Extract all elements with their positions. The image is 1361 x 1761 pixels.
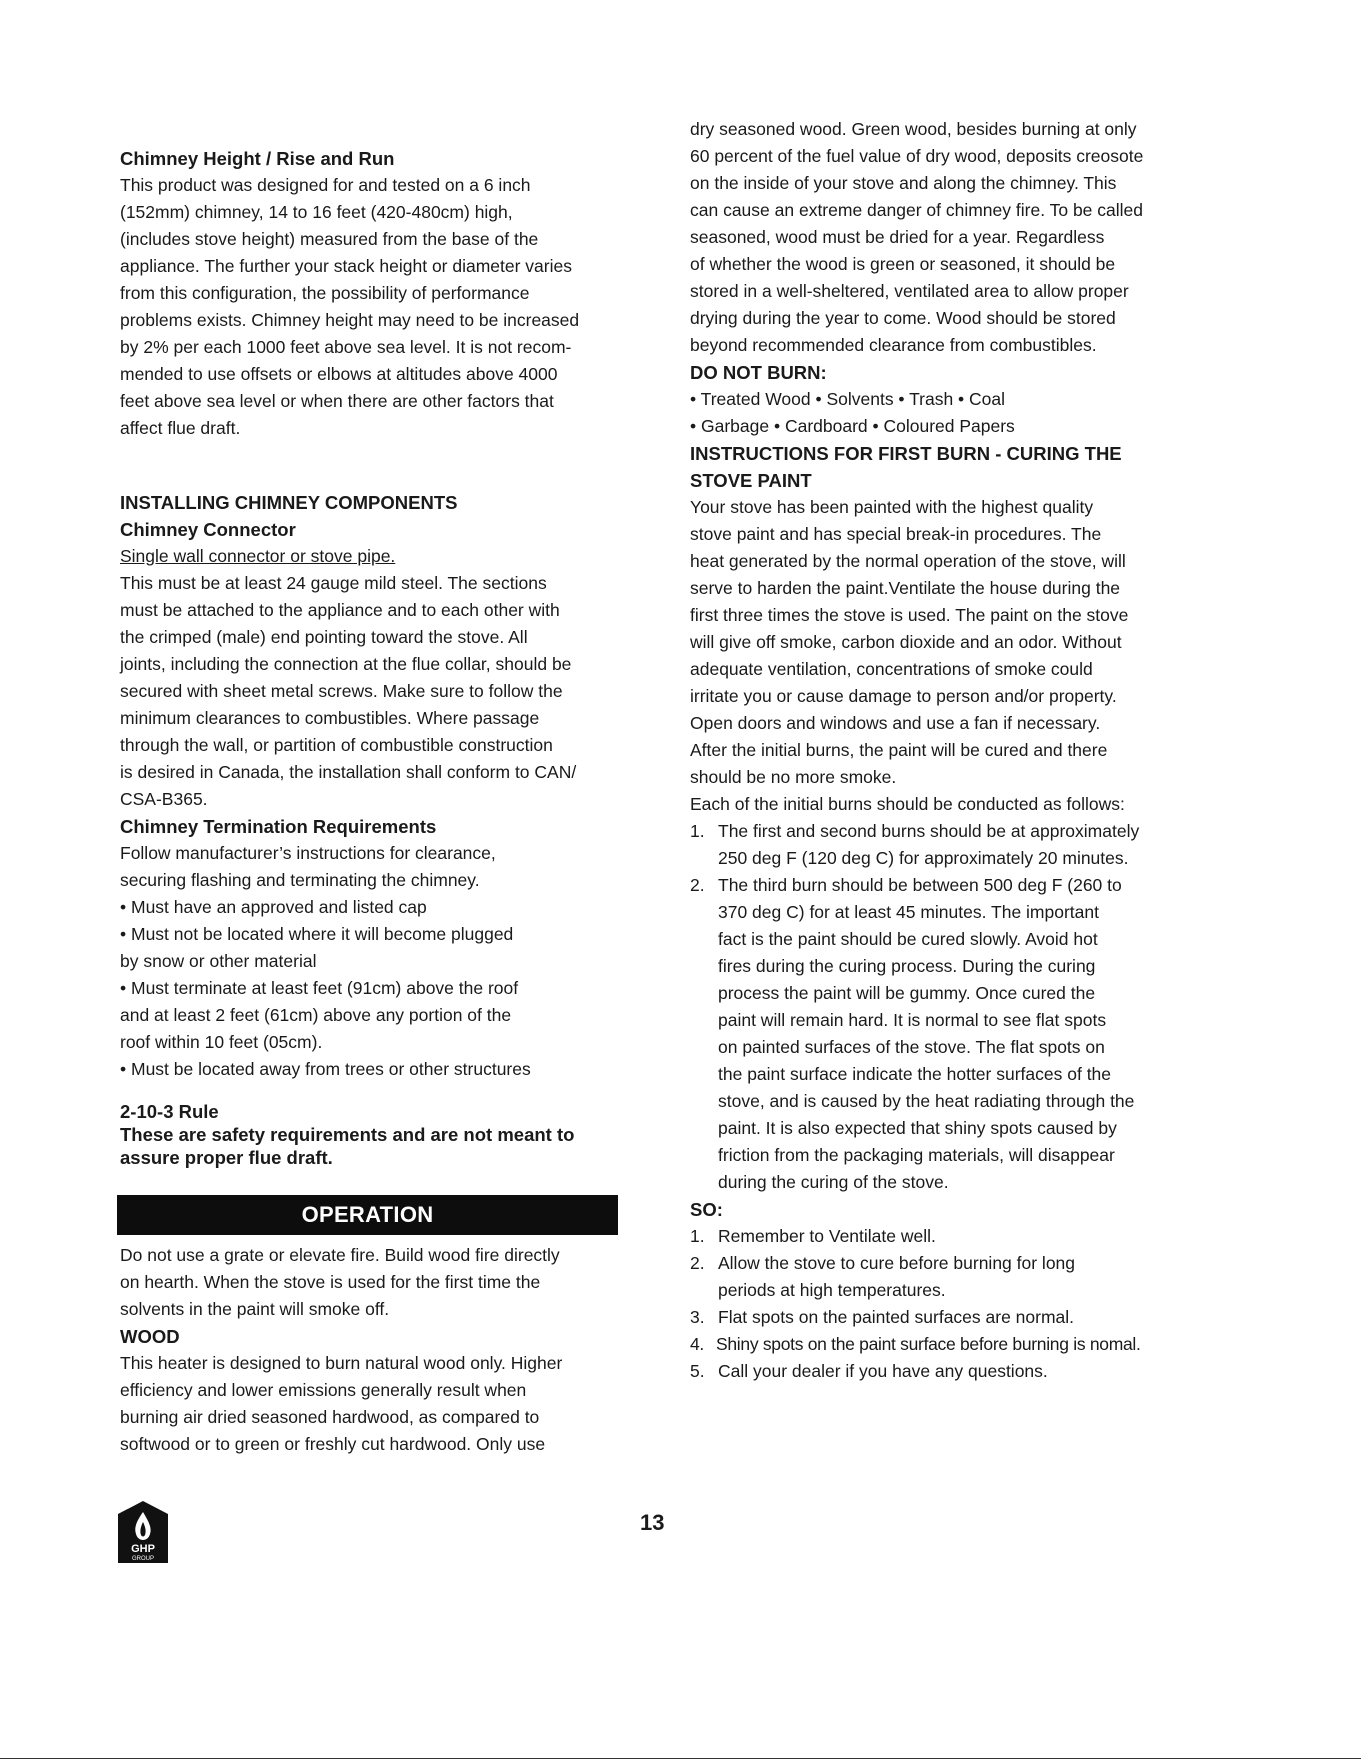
paragraph-line: burning air dried seasoned hardwood, as compared to [120, 1407, 540, 1427]
step-text: fact is the paint should be cured slowly. Avoid hot [718, 929, 1098, 949]
installing-heading: INSTALLING CHIMNEY COMPONENTS [120, 492, 458, 513]
paragraph-line: secured with sheet metal screws. Make sure to follow the [120, 681, 563, 701]
paragraph-line: Do not use a grate or elevate fire. Build wood fire directly [120, 1245, 560, 1265]
step-text: friction from the packaging materials, will disappear [718, 1145, 1115, 1165]
chimney-height-section [120, 145, 579, 442]
flame-logo-icon [116, 1500, 170, 1564]
paragraph-line: irritate you or cause damage to person and/or property. [690, 686, 1117, 706]
paragraph-line: on the inside of your stove and along the chimney. This [690, 173, 1117, 193]
paragraph-line: affect flue draft. [120, 418, 241, 438]
paragraph-line: joints, including the connection at the flue collar, should be [120, 654, 572, 674]
paragraph-line: can cause an extreme danger of chimney fire. To be called [690, 200, 1143, 220]
so-text: Allow the stove to cure before burning for long [718, 1253, 1076, 1273]
paragraph-line: stored in a well-sheltered, ventilated area to allow proper [690, 281, 1129, 301]
so-number: 5. [690, 1361, 705, 1381]
step-text: fires during the curing process. During the curing [718, 956, 1096, 976]
bullet-item: • Must not be located where it will become plugged [120, 924, 514, 944]
paragraph-line: 60 percent of the fuel value of dry wood, deposits creosote [690, 146, 1144, 166]
paragraph-line: by 2% per each 1000 feet above sea level. It is not recom- [120, 337, 572, 357]
so-item [690, 1358, 1143, 1385]
step-text: 250 deg F (120 deg C) for approximately 20 minutes. [718, 848, 1129, 868]
paragraph-line: efficiency and lower emissions generally result when [120, 1380, 527, 1400]
paragraph-line: through the wall, or partition of combustible construction [120, 735, 553, 755]
installing-section [120, 489, 576, 1083]
paragraph-line: stove paint and has special break-in procedures. The [690, 524, 1102, 544]
so-text: Shiny spots on the paint surface before burning is nomal. [716, 1334, 1141, 1354]
paragraph-line: problems exists. Chimney height may need to be increased [120, 310, 580, 330]
step-text: the paint surface indicate the hotter surfaces of the [718, 1064, 1112, 1084]
rule-bold-line: assure proper flue draft. [120, 1147, 333, 1168]
step-text: process the paint will be gummy. Once cured the [718, 983, 1096, 1003]
step-item [690, 818, 1143, 845]
paragraph-line: Your stove has been painted with the highest quality [690, 497, 1094, 517]
so-heading: SO: [690, 1199, 723, 1220]
page-number: 13 [640, 1510, 665, 1535]
paragraph-line: and at least 2 feet (61cm) above any portion of the [120, 1005, 512, 1025]
paragraph-line: (152mm) chimney, 14 to 16 feet (420-480cm) high, [120, 202, 513, 222]
paragraph-line: This product was designed for and tested on a 6 inch [120, 175, 531, 195]
paragraph-line: This must be at least 24 gauge mild steel. The sections [120, 573, 547, 593]
paragraph-line: Follow manufacturer’s instructions for clearance, [120, 843, 496, 863]
step-text: paint. It is also expected that shiny spots caused by [718, 1118, 1117, 1138]
step-text: 370 deg C) for at least 45 minutes. The important [718, 902, 1099, 922]
underline-text: Single wall connector or stove pipe. [120, 546, 396, 566]
so-item [690, 1250, 1143, 1277]
so-item [690, 1331, 1143, 1358]
paragraph-line: from this configuration, the possibility of performance [120, 283, 530, 303]
paragraph-line: (includes stove height) measured from the base of the [120, 229, 539, 249]
rule-bold-line: These are safety requirements and are not meant to [120, 1124, 575, 1145]
paragraph-line: heat generated by the normal operation of the stove, will [690, 551, 1126, 571]
so-number: 3. [690, 1307, 705, 1327]
bottom-divider [0, 1758, 1361, 1759]
step-number: 1. [690, 821, 705, 841]
wood-continued-section [690, 116, 1143, 1385]
so-item [690, 1304, 1143, 1331]
bullet-item: • Must be located away from trees or other structures [120, 1059, 531, 1079]
paragraph-line: the crimped (male) end pointing toward the stove. All [120, 627, 528, 647]
bullet-item: • Must terminate at least feet (91cm) above the roof [120, 978, 519, 998]
paragraph-line: serve to harden the paint.Ventilate the house during the [690, 578, 1121, 598]
paragraph-line: securing flashing and terminating the chimney. [120, 870, 480, 890]
paragraph-line: should be no more smoke. [690, 767, 897, 787]
paragraph-line: After the initial burns, the paint will be cured and there [690, 740, 1108, 760]
paragraph-line: beyond recommended clearance from combustibles. [690, 335, 1097, 355]
paragraph-line: This heater is designed to burn natural wood only. Higher [120, 1353, 563, 1373]
rule-section [120, 1100, 574, 1169]
paragraph-line: Open doors and windows and use a fan if necessary. [690, 713, 1101, 733]
ghp-group-logo [116, 1500, 170, 1564]
paragraph-line: solvents in the paint will smoke off. [120, 1299, 390, 1319]
so-number: 4. [690, 1334, 704, 1354]
paragraph-line: appliance. The further your stack height or diameter varies [120, 256, 572, 276]
termination-heading: Chimney Termination Requirements [120, 816, 437, 837]
svg-text:GROUP: GROUP [131, 1556, 155, 1562]
paragraph-line: Each of the initial burns should be conducted as follows: [690, 794, 1125, 814]
paragraph-line: feet above sea level or when there are other factors that [120, 391, 554, 411]
paragraph-line: first three times the stove is used. The paint on the stove [690, 605, 1129, 625]
wood-heading: WOOD [120, 1326, 180, 1347]
first-burn-heading: STOVE PAINT [690, 470, 812, 491]
step-text: during the curing of the stove. [718, 1172, 949, 1192]
step-item [690, 872, 1143, 899]
paragraph-line: dry seasoned wood. Green wood, besides burning at only [690, 119, 1137, 139]
chimney-connector-heading: Chimney Connector [120, 519, 296, 540]
paragraph-line: CSA-B365. [120, 789, 208, 809]
first-burn-heading: INSTRUCTIONS FOR FIRST BURN - CURING THE [690, 443, 1122, 464]
paragraph-line: roof within 10 feet (05cm). [120, 1032, 323, 1052]
svg-text:GHP: GHP [131, 1543, 155, 1555]
step-text: stove, and is caused by the heat radiating through the [718, 1091, 1135, 1111]
step-text: The first and second burns should be at approximately [718, 821, 1140, 841]
bullet-item: • Garbage • Cardboard • Coloured Papers [690, 416, 1015, 436]
paragraph-line: of whether the wood is green or seasoned, it should be [690, 254, 1116, 274]
step-text: The third burn should be between 500 deg F (260 to [718, 875, 1122, 895]
operation-banner: OPERATION [117, 1195, 618, 1235]
operation-section [120, 1242, 562, 1458]
paragraph-line: softwood or to green or freshly cut hardwood. Only use [120, 1434, 546, 1454]
paragraph-line: by snow or other material [120, 951, 317, 971]
step-text: on painted surfaces of the stove. The flat spots on [718, 1037, 1105, 1057]
paragraph-line: seasoned, wood must be dried for a year. Regardless [690, 227, 1105, 247]
chimney-height-heading: Chimney Height / Rise and Run [120, 148, 395, 169]
paragraph-line: drying during the year to come. Wood should be stored [690, 308, 1116, 328]
paragraph-line: minimum clearances to combustibles. Where passage [120, 708, 540, 728]
step-text: paint will remain hard. It is normal to see flat spots [718, 1010, 1107, 1030]
do-not-burn-heading: DO NOT BURN: [690, 362, 827, 383]
paragraph-line: on hearth. When the stove is used for the first time the [120, 1272, 541, 1292]
so-item [690, 1223, 1143, 1250]
so-text: Flat spots on the painted surfaces are normal. [718, 1307, 1075, 1327]
so-number: 1. [690, 1226, 705, 1246]
bullet-item: • Must have an approved and listed cap [120, 897, 427, 917]
paragraph-line: adequate ventilation, concentrations of smoke could [690, 659, 1093, 679]
so-text: Call your dealer if you have any questions. [718, 1361, 1048, 1381]
so-number: 2. [690, 1253, 705, 1273]
step-number: 2. [690, 875, 705, 895]
so-text: Remember to Ventilate well. [718, 1226, 936, 1246]
rule-heading: 2-10-3 Rule [120, 1101, 219, 1122]
paragraph-line: must be attached to the appliance and to each other with [120, 600, 560, 620]
bullet-item: • Treated Wood • Solvents • Trash • Coal [690, 389, 1006, 409]
paragraph-line: mended to use offsets or elbows at altitudes above 4000 [120, 364, 558, 384]
so-text: periods at high temperatures. [718, 1280, 946, 1300]
paragraph-line: will give off smoke, carbon dioxide and an odor. Without [690, 632, 1122, 652]
paragraph-line: is desired in Canada, the installation shall conform to CAN/ [120, 762, 577, 782]
